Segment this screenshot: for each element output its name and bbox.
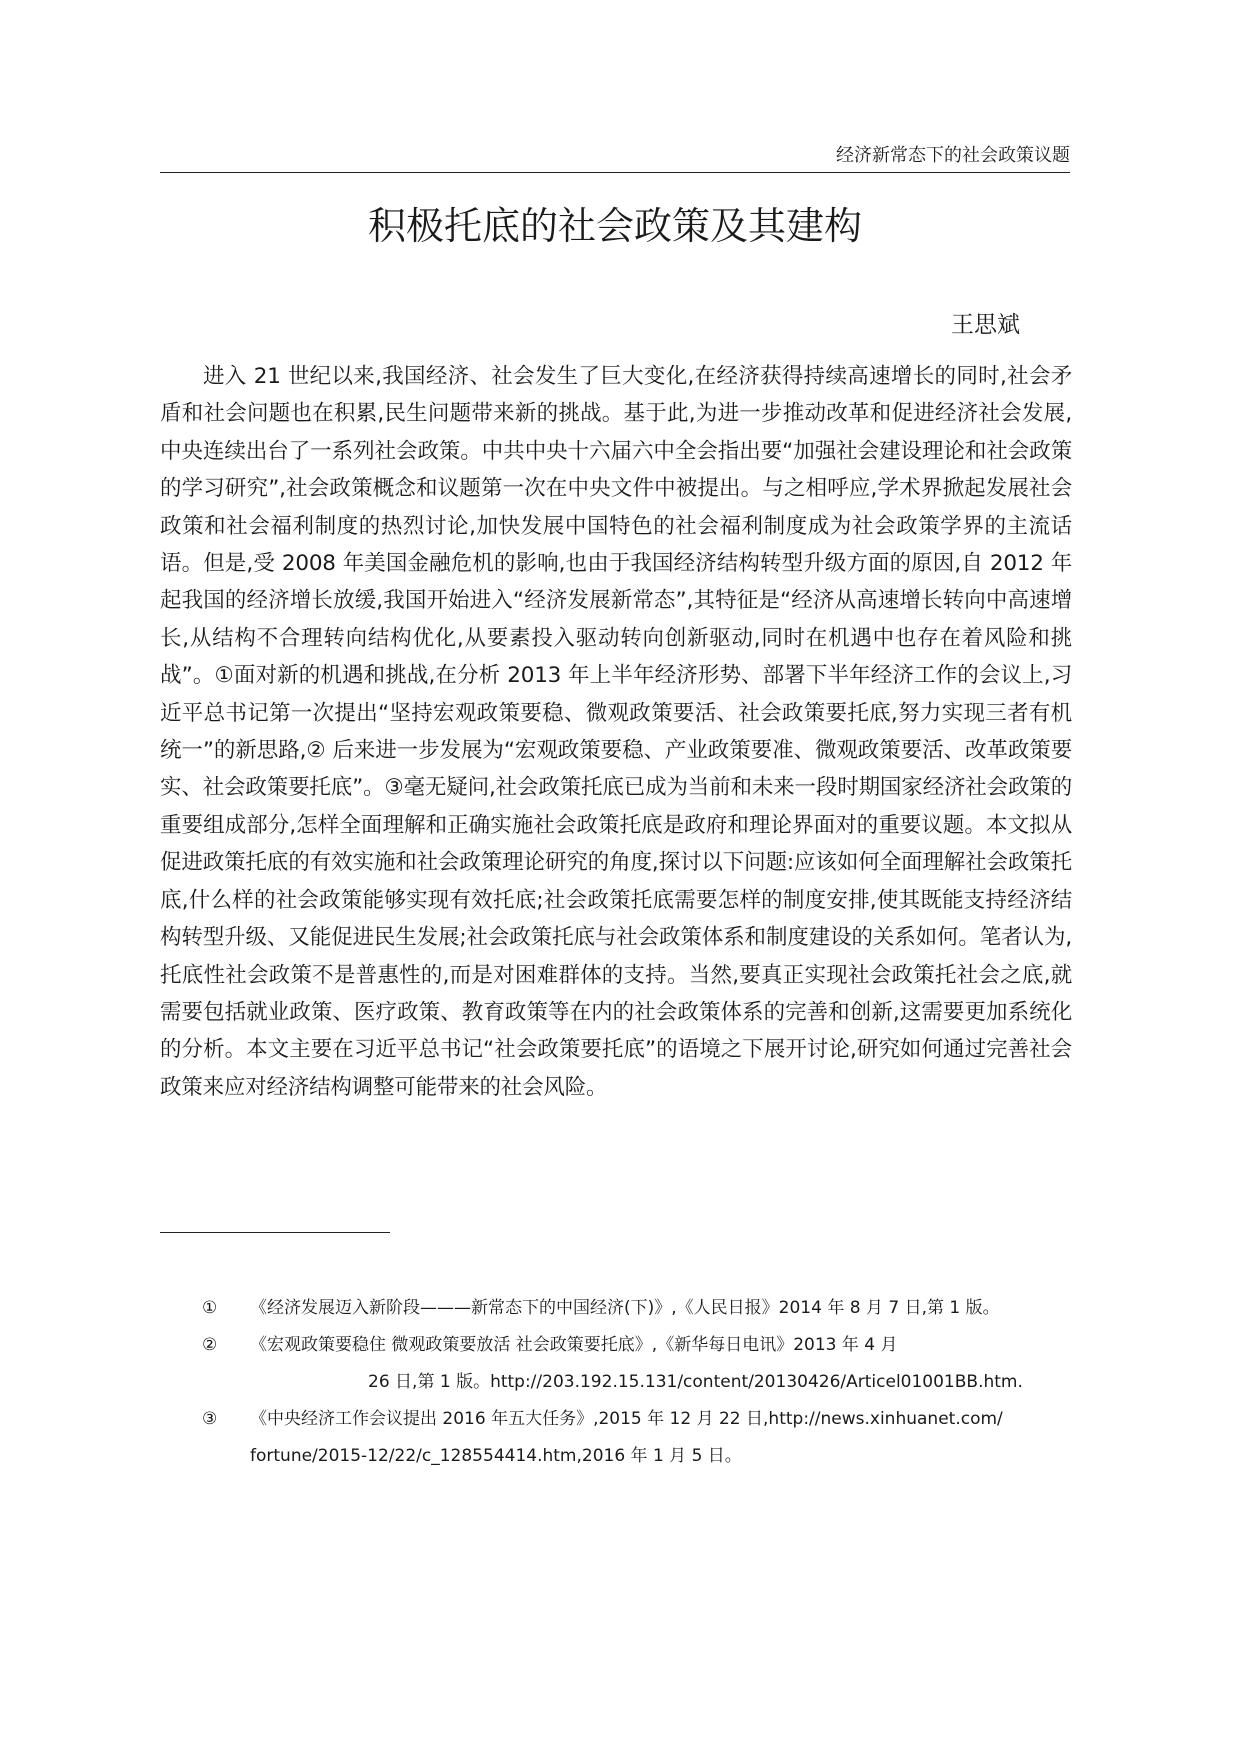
article-title: 积极托底的社会政策及其建构 [367, 204, 862, 248]
footnote-text: 《中央经济工作会议提出 2016 年五大任务》,2015 年 12 月 22 日,http://news.xinhuanet.com/ [250, 1409, 1003, 1429]
footnote-3 [160, 1401, 1090, 1438]
footnote-text: 《宏观政策要稳住 微观政策要放活 社会政策要托底》,《新华每日电讯》2013 年 4 月 [250, 1335, 898, 1355]
footnote-marker: ③ [202, 1409, 218, 1429]
footnote-text: 《经济发展迈入新阶段———新常态下的中国经济(下)》,《人民日报》2014 年 8 月 7 日,第 1 版。 [250, 1298, 1000, 1318]
author-name: 王思斌 [951, 312, 1020, 338]
footnote-marker: ① [202, 1298, 218, 1318]
footnote-1 [160, 1290, 1090, 1327]
body-paragraph: 进入 21 世纪以来,我国经济、社会发生了巨大变化,在经济获得持续高速增长的同时,社会矛盾和社会问题也在积累,民生问题带来新的挑战。基于此,为进一步推动改革和促进经济社会发展,中央连续出台了一系列社会政策。中共中央十六届六中全会指出要“加强社会建设理论和社会政策的学习研究”,社会政策概念和议题第一次在中央文件中被提出。与之相呼应,学术界掀起发展社会政策和社会福利制度的热烈讨论,加快发展中国特色的社会福利制度成为社会政策学界的主流话语。但是,受 2008 年美国金融危机的影响,也由于我国经济结构转型升级方面的原因,自 2012 年起我国的经济增长放缓,我国开始进入“经济发展新常态”,其特征是“经济从高速增长转向中高速增长,从结构不合理转向结构优化,从要素投入驱动转向创新驱动,同时在机遇中也存在着风险和挑战”。①面对新的机遇和挑战,在分析 2013 年上半年经济形势、部署下半年经济工作的会议上,习近平总书记第一次提出“坚持宏观政策要稳、微观政策要活、社会政策要托底,努力实现三者有机统一”的新思路,② 后来进一步发展为“宏观政策要稳、产业政策要准、微观政策要活、改革政策要实、社会政策要托底”。③毫无疑问,社会政策托底已成为当前和未来一段时期国家经济社会政策的重要组成部分,怎样全面理解和正确实施社会政策托底是政府和理论界面对的重要议题。本文拟从促进政策托底的有效实施和社会政策理论研究的角度,探讨以下问题:应该如何全面理解社会政策托底,什么样的社会政策能够实现有效托底;社会政策托底需要怎样的制度安排,使其既能支持经济结构转型升级、又能促进民生发展;社会政策托底与社会政策体系和制度建设的关系如何。笔者认为,托底性社会政策不是普惠性的,而是对困难群体的支持。当然,要真正实现社会政策托社会之底,就需要包括就业政策、医疗政策、教育政策等在内的社会政策体系的完善和创新,这需要更加系统化的分析。本文主要在习近平总书记“社会政策要托底”的语境之下展开讨论,研究如何通过完善社会政策来应对经济结构调整可能带来的社会风险。 [160, 364, 1072, 1100]
footnote-2 [160, 1327, 1090, 1364]
footnote-marker: ② [202, 1335, 218, 1355]
footnote-3-continuation: fortune/2015-12/22/c_128554414.htm,2016 年 1 月 5 日。 [250, 1446, 742, 1466]
footnotes [160, 1290, 1090, 1475]
footnote-2-continuation: 26 日,第 1 版。http://203.192.15.131/content/20130426/Articel01001BB.htm. [368, 1372, 1023, 1392]
running-header: 经济新常态下的社会政策议题 [160, 140, 1070, 173]
footnote-divider [160, 1232, 390, 1233]
